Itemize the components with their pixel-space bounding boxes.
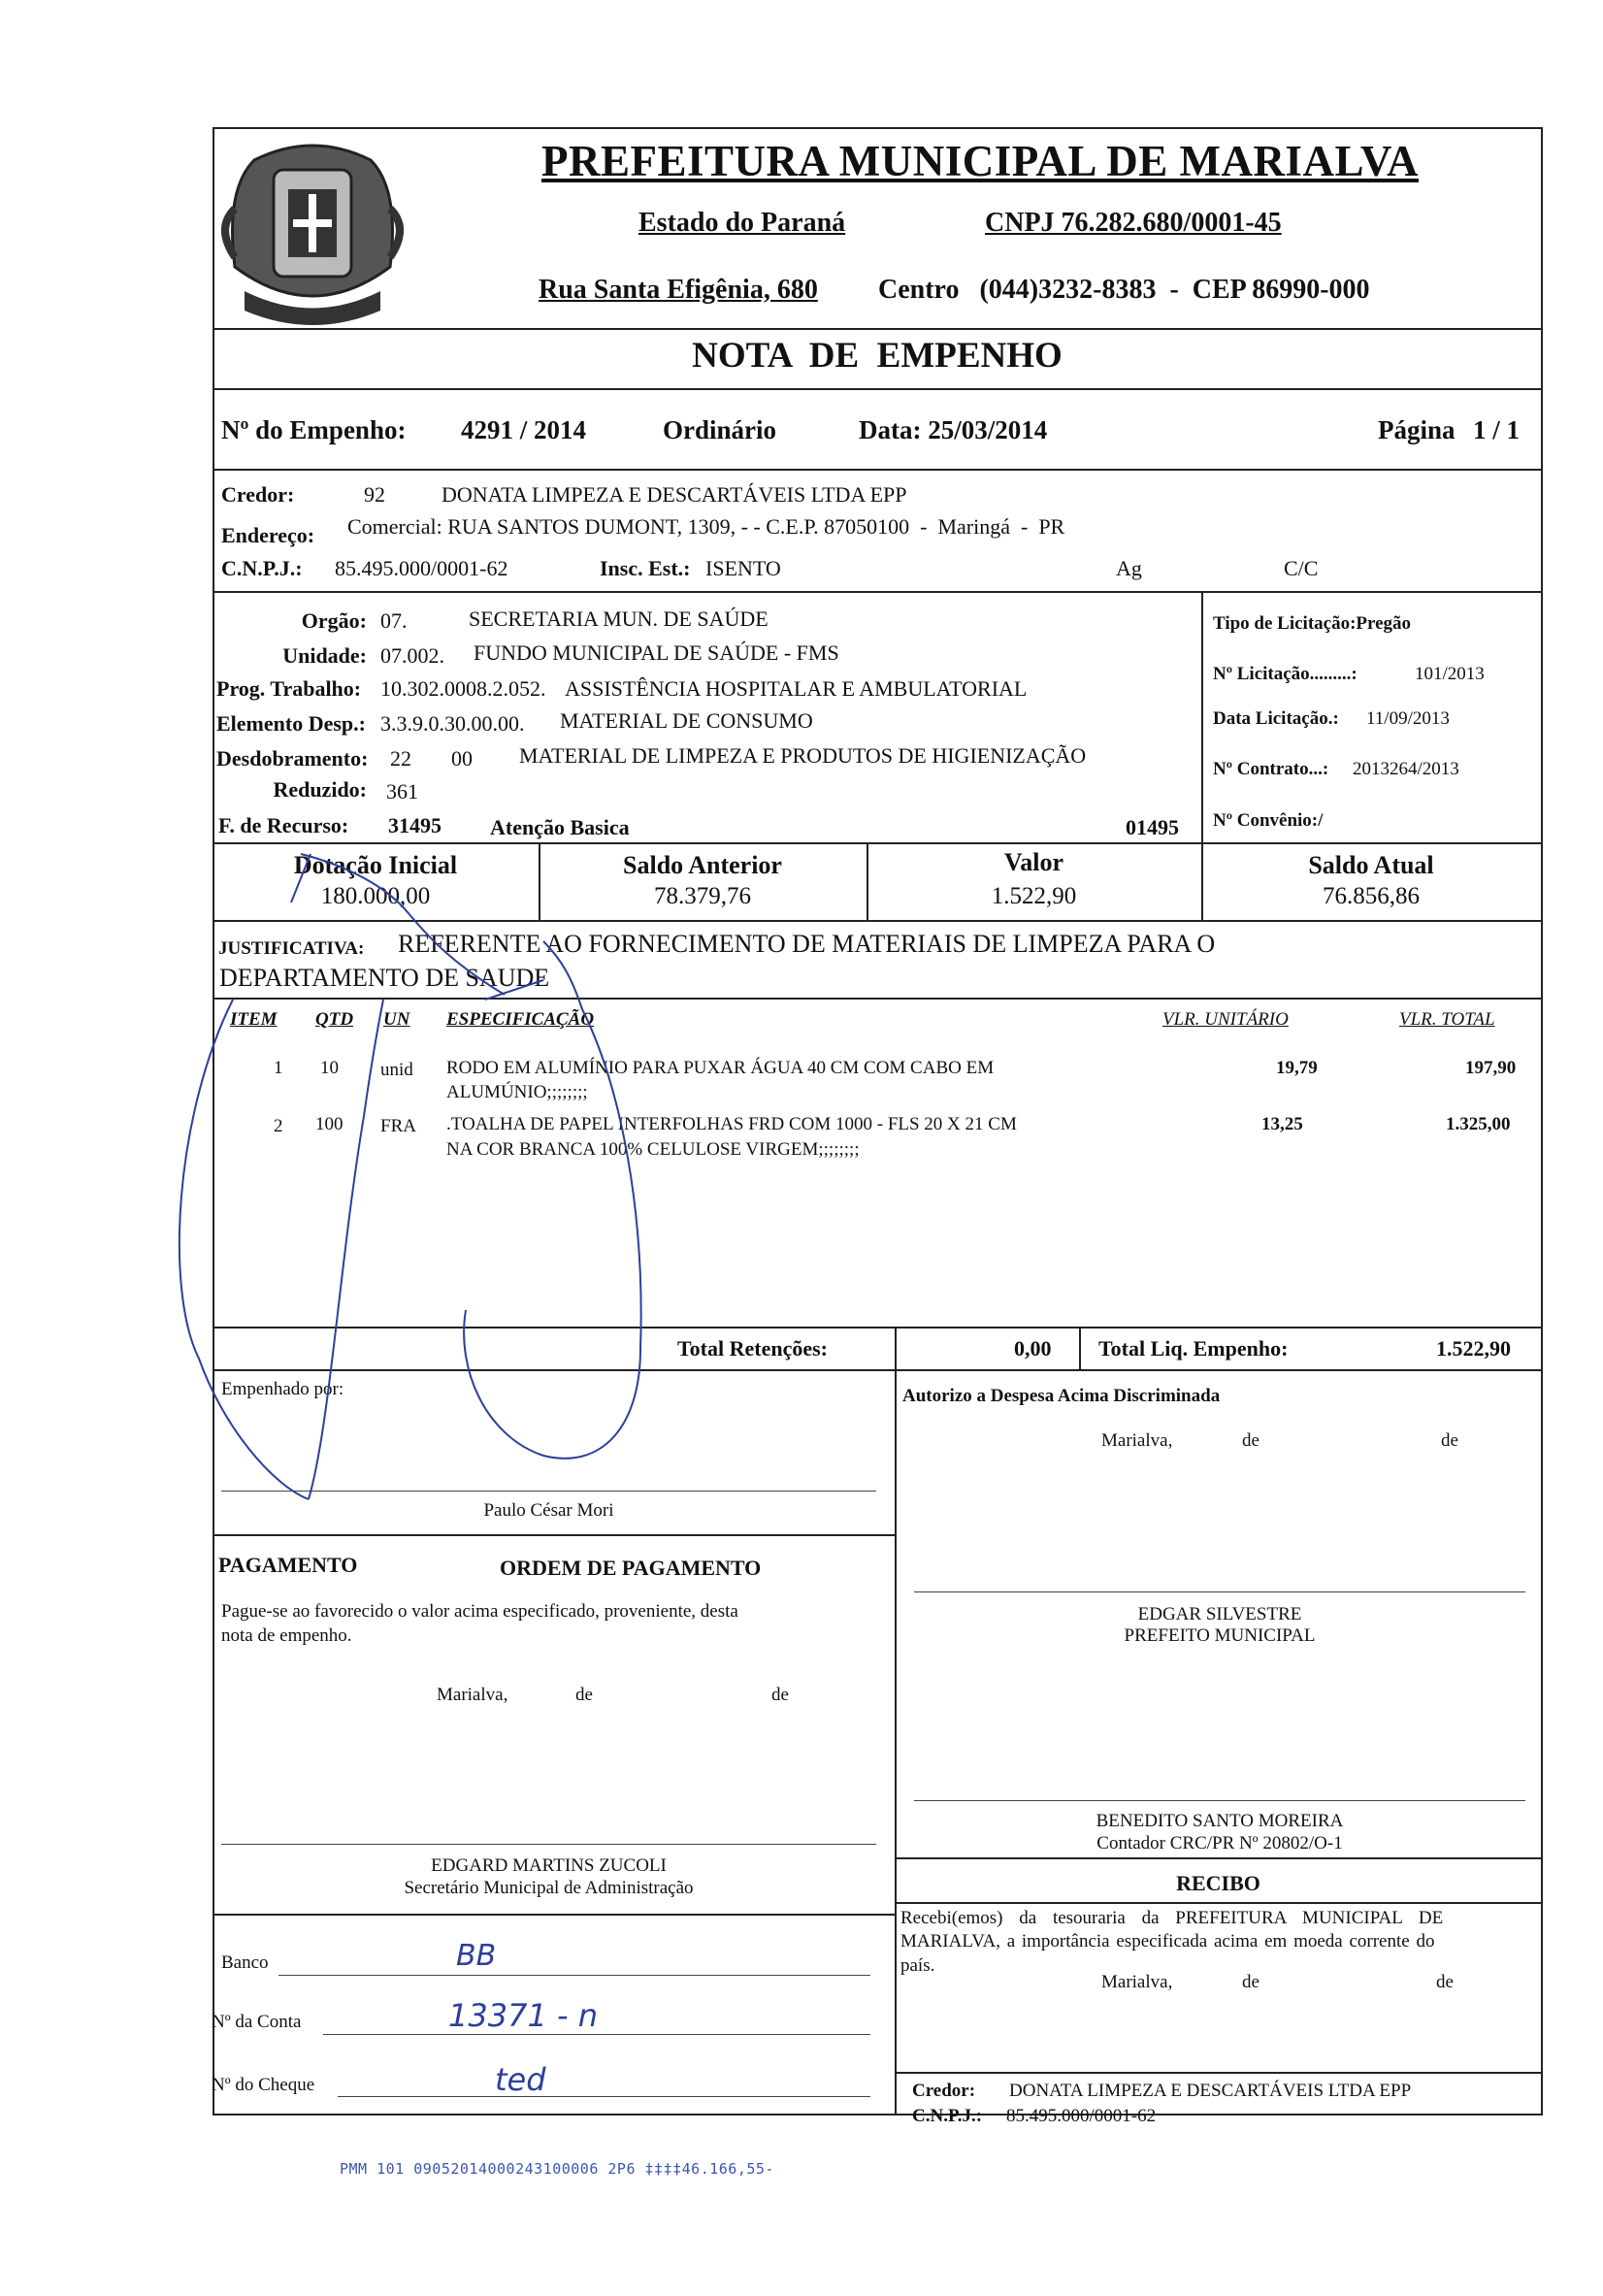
- reduzido-value: 361: [386, 779, 418, 804]
- cc-label: C/C: [1284, 556, 1319, 580]
- dotacao-value: 180.000,00: [320, 883, 431, 909]
- desd-code-2: 00: [451, 746, 473, 771]
- row-2-spec-2: NA COR BRANCA 100% CELULOSE VIRGEM;;;;;;;;: [446, 1139, 860, 1160]
- prefeito-name: EDGAR SILVESTRE: [1137, 1604, 1302, 1624]
- col-header-unit: VLR. UNITÁRIO: [1162, 1009, 1289, 1030]
- empenhado-label: Empenhado por:: [221, 1379, 344, 1399]
- valor-label: Valor: [1003, 848, 1064, 876]
- doc-title: NOTA DE EMPENHO: [692, 336, 1063, 376]
- elem-label: Elemento Desp.:: [216, 711, 366, 736]
- row-1-unit: 19,79: [1276, 1058, 1318, 1078]
- pague-line-2: nota de empenho.: [221, 1625, 352, 1646]
- justificativa-label: JUSTIFICATIVA:: [218, 938, 365, 959]
- unidade-label: Unidade:: [282, 643, 367, 668]
- saldo-atual-label: Saldo Atual: [1308, 851, 1434, 879]
- autorizo-de-2: de: [1441, 1430, 1458, 1451]
- col-header-un: UN: [383, 1009, 410, 1030]
- state-label: Estado do Paraná: [638, 208, 846, 238]
- licitacao-data-label: Data Licitação.:: [1213, 708, 1339, 729]
- recibo-line-3: país.: [900, 1955, 935, 1976]
- page-title: PREFEITURA MUNICIPAL DE MARIALVA: [541, 137, 1420, 185]
- orgao-code: 07.: [380, 608, 408, 633]
- credor-name: DONATA LIMPEZA E DESCARTÁVEIS LTDA EPP: [442, 482, 907, 507]
- pague-line-1: Pague-se ao favorecido o valor acima especificado, proveniente, desta: [221, 1601, 738, 1622]
- row-2-total: 1.325,00: [1446, 1114, 1511, 1134]
- elem-name: MATERIAL DE CONSUMO: [560, 708, 813, 733]
- contador-name: BENEDITO SANTO MOREIRA: [1096, 1811, 1344, 1831]
- liq-value: 1.522,90: [1436, 1336, 1511, 1361]
- ordem-label: ORDEM DE PAGAMENTO: [500, 1556, 762, 1580]
- cheque-value[interactable]: ted: [495, 2061, 546, 2098]
- licitacao-tipo: Tipo de Licitação:Pregão: [1213, 613, 1412, 634]
- prog-name: ASSISTÊNCIA HOSPITALAR E AMBULATORIAL: [565, 676, 1028, 701]
- recibo-de-2: de: [1436, 1972, 1454, 1992]
- desd-label: Desdobramento:: [216, 746, 369, 771]
- orgao-label: Orgão:: [301, 608, 367, 633]
- conta-label: Nº da Conta: [212, 2012, 302, 2032]
- reduzido-label: Reduzido:: [273, 777, 367, 802]
- fonte-code: 31495: [388, 813, 442, 837]
- convenio-label: Nº Convênio:/: [1213, 810, 1324, 831]
- autorizo-de-1: de: [1242, 1430, 1260, 1451]
- empenhado-name: Paulo César Mori: [483, 1500, 614, 1521]
- row-2-un: FRA: [380, 1116, 416, 1136]
- address-field-label: Endereço:: [221, 523, 315, 547]
- valor-value: 1.522,90: [991, 883, 1077, 909]
- credor-cnpj-label: C.N.P.J.:: [221, 556, 303, 580]
- row-1-item: 1: [274, 1058, 283, 1078]
- footer-credor-label: Credor:: [912, 2081, 976, 2101]
- col-header-qtd: QTD: [315, 1009, 354, 1030]
- elem-code: 3.3.9.0.30.00.00.: [380, 711, 525, 736]
- empenho-date: Data: 25/03/2014: [859, 415, 1048, 444]
- row-2-unit: 13,25: [1261, 1114, 1303, 1134]
- licitacao-numero-label: Nº Licitação.........:: [1213, 664, 1358, 684]
- row-2-spec-1: .TOALHA DE PAPEL INTERFOLHAS FRD COM 1000 - FLS 20 X 21 CM: [446, 1114, 1017, 1134]
- empenho-number-label: Nº do Empenho:: [221, 415, 407, 444]
- ag-label: Ag: [1116, 556, 1142, 580]
- licitacao-numero: 101/2013: [1415, 664, 1485, 684]
- fonte-code-2: 01495: [1126, 815, 1179, 839]
- dotacao-label: Dotação Inicial: [293, 851, 458, 879]
- banco-label: Banco: [221, 1952, 269, 1973]
- footer-cnpj-label: C.N.P.J.:: [912, 2106, 983, 2126]
- row-1-total: 197,90: [1465, 1058, 1517, 1078]
- justificativa-line-2: DEPARTAMENTO DE SAUDE: [219, 964, 550, 992]
- cnpj-label: CNPJ 76.282.680/0001-45: [985, 208, 1282, 238]
- bank-stamp: PMM 101 09052014000243100006 2P6 ‡‡‡‡46.166,55-: [340, 2160, 774, 2178]
- licitacao-data: 11/09/2013: [1366, 708, 1450, 729]
- footer-credor-name: DONATA LIMPEZA E DESCARTÁVEIS LTDA EPP: [1009, 2081, 1412, 2101]
- recibo-label: RECIBO: [1176, 1871, 1260, 1895]
- credor-code: 92: [364, 482, 385, 507]
- retencoes-label: Total Retenções:: [677, 1336, 828, 1361]
- recibo-city: Marialva,: [1101, 1972, 1173, 1992]
- secretario-name: EDGARD MARTINS ZUCOLI: [431, 1855, 667, 1876]
- row-1-spec-2: ALUMÚNIO;;;;;;;;: [446, 1082, 588, 1102]
- pagamento-city: Marialva,: [437, 1685, 508, 1705]
- cheque-label: Nº do Cheque: [212, 2075, 315, 2095]
- row-1-spec-1: RODO EM ALUMÍNIO PARA PUXAR ÁGUA 40 CM COM CABO EM: [446, 1058, 995, 1078]
- row-2-item: 2: [274, 1116, 283, 1136]
- saldo-anterior-value: 78.379,76: [654, 883, 751, 909]
- contrato-label: Nº Contrato...:: [1213, 759, 1329, 779]
- page-number: 1 / 1: [1473, 415, 1521, 444]
- insc-value: ISENTO: [705, 556, 781, 580]
- empenho-type: Ordinário: [663, 415, 777, 444]
- empenho-number: 4291 / 2014: [461, 415, 587, 444]
- saldo-atual-value: 76.856,86: [1323, 883, 1420, 909]
- desd-code-1: 22: [390, 746, 411, 771]
- saldo-anterior-label: Saldo Anterior: [623, 851, 782, 879]
- liq-label: Total Liq. Empenho:: [1098, 1336, 1289, 1361]
- footer-cnpj: 85.495.000/0001-62: [1006, 2106, 1157, 2126]
- credor-address: Comercial: RUA SANTOS DUMONT, 1309, - - C.E.P. 87050100 - Maringá - PR: [347, 514, 1065, 539]
- pagamento-de-1: de: [575, 1685, 593, 1705]
- secretario-title: Secretário Municipal de Administração: [404, 1878, 694, 1898]
- autorizo-city: Marialva,: [1101, 1430, 1173, 1451]
- contrato-value: 2013264/2013: [1353, 759, 1459, 779]
- justificativa-line-1: REFERENTE AO FORNECIMENTO DE MATERIAIS DE LIMPEZA PARA O: [398, 930, 1216, 958]
- recibo-line-2: MARIALVA, a importância especificada acima em moeda corrente do: [900, 1931, 1435, 1952]
- pagamento-label: PAGAMENTO: [218, 1553, 358, 1577]
- col-header-spec: ESPECIFICAÇÃO: [446, 1009, 595, 1030]
- orgao-name: SECRETARIA MUN. DE SAÚDE: [469, 607, 769, 631]
- row-2-qtd: 100: [315, 1114, 344, 1134]
- row-1-un: unid: [380, 1060, 413, 1080]
- prefeito-title: PREFEITO MUNICIPAL: [1124, 1625, 1316, 1646]
- credor-cnpj: 85.495.000/0001-62: [335, 556, 508, 580]
- prog-label: Prog. Trabalho:: [216, 676, 362, 701]
- prog-code: 10.302.0008.2.052.: [380, 676, 546, 701]
- recibo-de-1: de: [1242, 1972, 1260, 1992]
- fonte-label: F. de Recurso:: [218, 813, 349, 837]
- unidade-code: 07.002.: [380, 643, 444, 668]
- col-header-item: ITEM: [230, 1009, 278, 1030]
- district-phone-cep: Centro (044)3232-8383 - CEP 86990-000: [878, 275, 1370, 305]
- col-header-total: VLR. TOTAL: [1399, 1009, 1495, 1030]
- page-label: Página: [1378, 415, 1456, 444]
- desd-name: MATERIAL DE LIMPEZA E PRODUTOS DE HIGIENIZAÇÃO: [519, 743, 1087, 768]
- address-label: Rua Santa Efigênia, 680: [539, 275, 818, 305]
- conta-value[interactable]: 13371 - n: [448, 1997, 598, 2034]
- pagamento-de-2: de: [771, 1685, 789, 1705]
- credor-label: Credor:: [221, 482, 295, 507]
- fonte-name: Atenção Basica: [490, 815, 630, 839]
- retencoes-value: 0,00: [1014, 1336, 1052, 1361]
- insc-label: Insc. Est.:: [600, 556, 691, 580]
- autorizo-label: Autorizo a Despesa Acima Discriminada: [902, 1386, 1221, 1406]
- banco-value[interactable]: BB: [456, 1939, 497, 1973]
- unidade-name: FUNDO MUNICIPAL DE SAÚDE - FMS: [474, 640, 839, 665]
- row-1-qtd: 10: [320, 1058, 339, 1078]
- recibo-line-1: Recebi(emos) da tesouraria da PREFEITURA MUNICIPAL DE: [900, 1908, 1444, 1928]
- contador-title: Contador CRC/PR Nº 20802/O-1: [1096, 1833, 1343, 1853]
